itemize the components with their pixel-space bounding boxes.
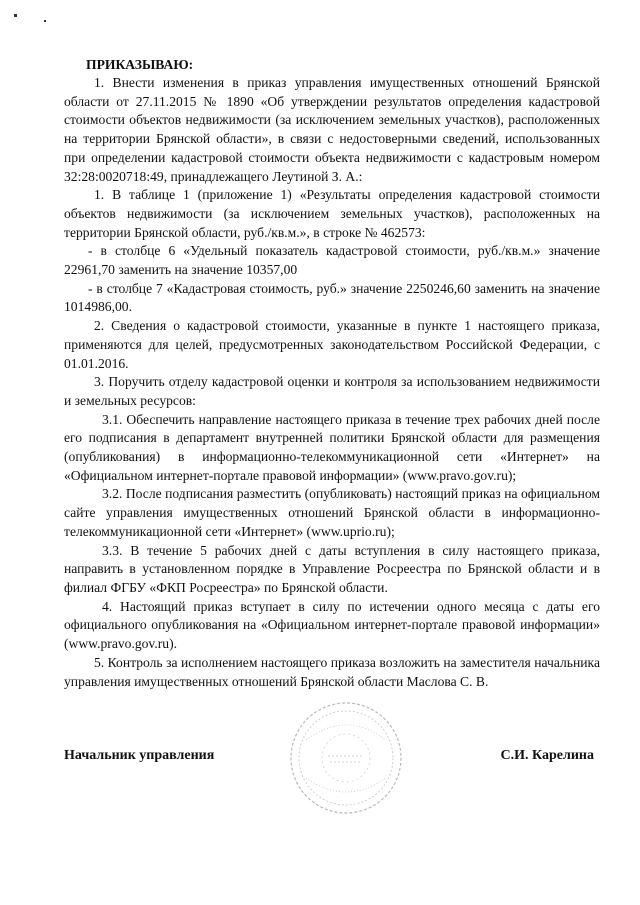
paragraph-3-1: 3.1. Обеспечить направление настоящего приказа в течение трех рабочих дней после его подписания в департамент внутренней политики Брянской области для размещения (опубликования) в информационно-телекоммуникационной сети «Интернет» на «Официальном интернет-портале правовой информации» (www.pravo.gov.ru);: [64, 411, 600, 483]
scan-speck: [44, 20, 46, 22]
paragraph-3: 3. Поручить отделу кадастровой оценки и контроля за использованием недвижимости и земельных ресурсов:: [64, 374, 600, 408]
signatory-name: С.И. Карелина: [500, 748, 594, 763]
signatory-title: Начальник управления: [64, 748, 215, 763]
scan-speck: [14, 14, 17, 17]
paragraph-1: 1. Внести изменения в приказ управления имущественных отношений Брянской области от 27.11.2015 № 1890 «Об утверждении результатов определения кадастровой стоимости объектов недвижимости (за исключением земельных участков), расположенных на территории Брянской области», в связи с недостоверными сведений, использованных при определении кадастровой стоимости объекта недвижимости с кадастровым номером 32:28:0020718:49, принадлежащего Леутиной З. А.:: [64, 75, 600, 184]
order-body: [64, 56, 600, 691]
paragraph-5: 5. Контроль за исполнением настоящего приказа возложить на заместителя начальника управления имущественных отношений Брянской области Маслова С. В.: [64, 654, 600, 689]
signature-row: [64, 748, 600, 772]
paragraph-4: 4. Настоящий приказ вступает в силу по истечении одного месяца с даты его официального опубликования на «Официальном интернет-портале правовой информации» (www.pravo.gov.ru).: [64, 598, 600, 652]
paragraph-2: 2. Сведения о кадастровой стоимости, указанные в пункте 1 настоящего приказа, применяются для целей, предусмотренных законодательством Российской Федерации, с 01.01.2016.: [64, 318, 600, 371]
paragraph-3-2: 3.2. После подписания разместить (опубликовать) настоящий приказ на официальном сайте управления имущественных отношений Брянской области в информационно-телекоммуникационной сети «Интернет» (www.uprio.ru);: [64, 486, 600, 539]
paragraph-column-7: - в столбце 7 «Кадастровая стоимость, руб.» значение 2250246,60 заменить на значение 1014986,00.: [64, 280, 600, 315]
paragraph-3-3: 3.3. В течение 5 рабочих дней с даты вступления в силу настоящего приказа, направить в установленном порядке в Управление Росреестра по Брянской области и в филиал ФГБУ «ФКП Росреестра» по Брянской области.: [64, 542, 600, 595]
paragraph-1-1: 1. В таблице 1 (приложение 1) «Результаты определения кадастровой стоимости объектов недвижимости (за исключением земельных участков), расположенных на территории Брянской области, руб./кв.м.», в строке № 462573:: [64, 187, 600, 240]
paragraph-column-6: - в столбце 6 «Удельный показатель кадастровой стоимости, руб./кв.м.» значение 22961,70 заменить на значение 10357,00: [64, 243, 600, 278]
order-heading: ПРИКАЗЫВАЮ:: [86, 57, 194, 72]
